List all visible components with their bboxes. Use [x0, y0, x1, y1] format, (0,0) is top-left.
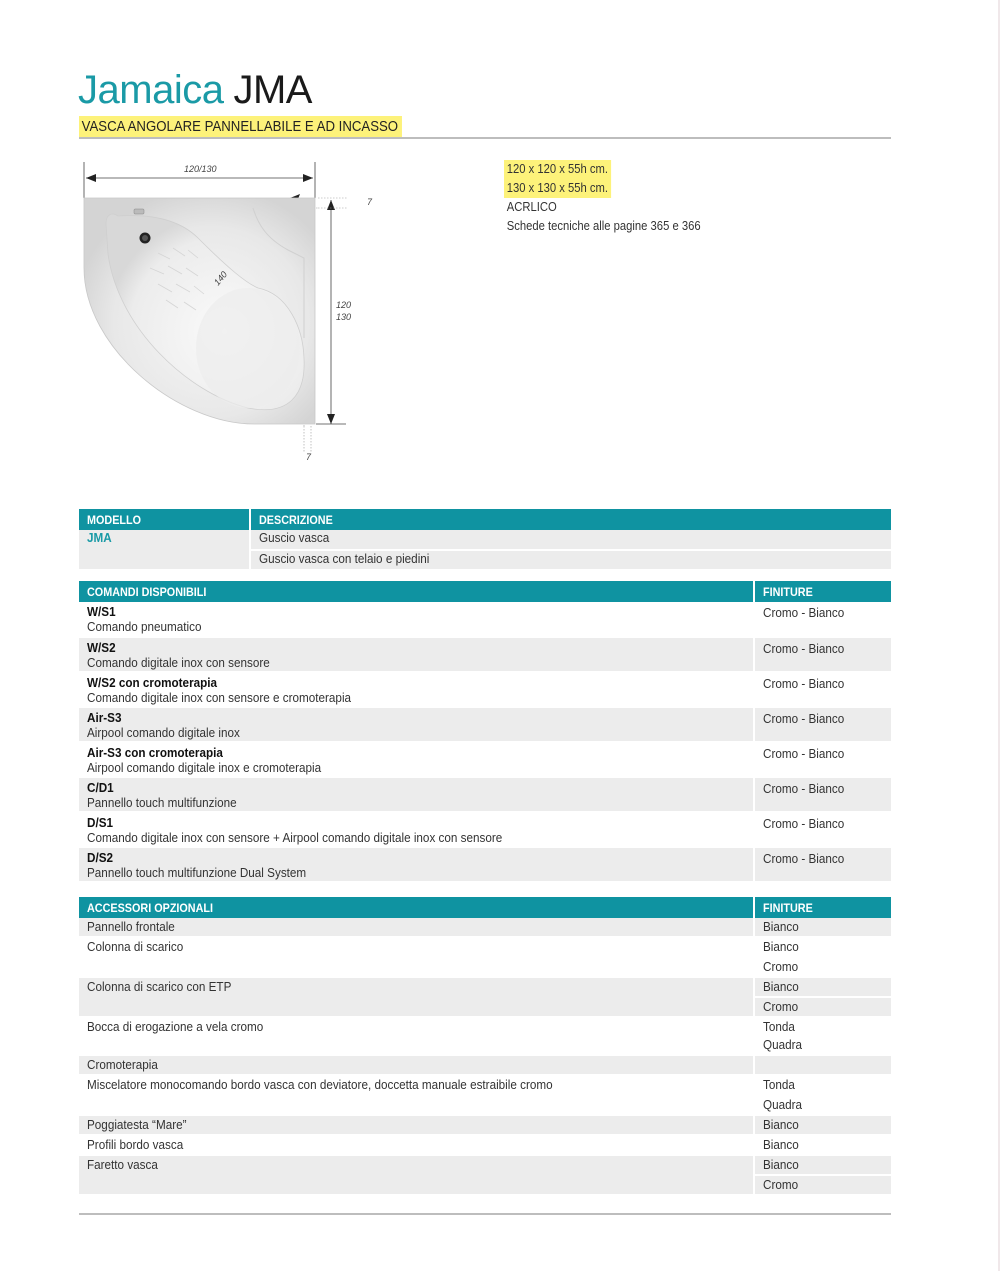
command-name: Air-S3: [87, 710, 122, 725]
accessory-row: [79, 1017, 891, 1055]
accessory-name: Colonna di scarico con ETP: [79, 977, 754, 1017]
command-name: Air-S3 con cromoterapia: [87, 745, 223, 760]
command-row: [79, 602, 891, 637]
accessory-finish: Cromo: [754, 997, 891, 1017]
accessory-finish: Cromo: [754, 1175, 891, 1195]
accessory-row: [79, 1135, 891, 1155]
command-row: [79, 672, 891, 707]
accessory-row: [79, 1115, 891, 1135]
model-header: MODELLO: [79, 509, 250, 530]
model-table: [79, 509, 891, 571]
accessory-name: Bocca di erogazione a vela cromo: [79, 1017, 754, 1055]
model-cell: JMA: [79, 530, 250, 570]
accessory-row: [79, 1075, 891, 1095]
page-title: [78, 66, 312, 114]
accessory-row: [79, 1055, 891, 1075]
command-description: Comando pneumatico: [87, 619, 202, 634]
command-description: Comando digitale inox con sensore + Airpool comando digitale inox con sensore: [87, 830, 503, 845]
accessory-name: Miscelatore monocomando bordo vasca con deviatore, doccetta manuale estraibile cromo: [79, 1075, 754, 1115]
accessory-name: Poggiatesta “Mare”: [79, 1115, 754, 1135]
divider-bottom: [79, 1213, 891, 1215]
accessory-name: Profili bordo vasca: [79, 1135, 754, 1155]
command-finish: Cromo - Bianco: [754, 812, 891, 847]
command-name: C/D1: [87, 780, 114, 795]
command-description: Comando digitale inox con sensore: [87, 655, 270, 670]
command-cell: [79, 742, 754, 777]
command-cell: [79, 602, 754, 637]
description-header: DESCRIZIONE: [250, 509, 891, 530]
command-description: Pannello touch multifunzione Dual System: [87, 865, 307, 880]
accessory-finish: Bianco: [754, 1155, 891, 1175]
command-cell: [79, 777, 754, 812]
spec-size-2: 130 x 130 x 55h cm.: [504, 179, 611, 198]
command-row: [79, 742, 891, 777]
accessory-name: Pannello frontale: [79, 918, 754, 937]
spec-material: ACRLICO: [506, 200, 557, 214]
accessory-finish: Bianco: [754, 1135, 891, 1155]
command-finish: Cromo - Bianco: [754, 742, 891, 777]
dimension-width-label: 120/130: [184, 164, 217, 174]
command-name: W/S2: [87, 640, 116, 655]
command-finish: Cromo - Bianco: [754, 672, 891, 707]
command-finish: Cromo - Bianco: [754, 637, 891, 672]
description-cell: Guscio vasca: [250, 530, 891, 550]
spec-datasheet-note: Schede tecniche alle pagine 365 e 366: [506, 219, 701, 233]
accessory-finish: Bianco: [754, 918, 891, 937]
command-finish: Cromo - Bianco: [754, 847, 891, 882]
description-cell: Guscio vasca con telaio e piedini: [250, 550, 891, 570]
product-subtitle: VASCA ANGOLARE PANNELLABILE E AD INCASSO: [79, 116, 402, 139]
dimension-offset-top-label: 7: [367, 197, 373, 207]
command-description: Pannello touch multifunzione: [87, 795, 237, 810]
accessory-finish: Bianco: [754, 937, 891, 957]
command-cell: [79, 637, 754, 672]
command-name: W/S2 con cromoterapia: [87, 675, 218, 690]
command-row: [79, 847, 891, 882]
command-finish: Cromo - Bianco: [754, 707, 891, 742]
command-finish: Cromo - Bianco: [754, 777, 891, 812]
product-name: Jamaica: [78, 68, 224, 112]
accessory-row: [79, 1155, 891, 1175]
commands-table: [79, 581, 891, 883]
command-cell: [79, 707, 754, 742]
commands-header: COMANDI DISPONIBILI: [79, 581, 754, 602]
accessory-row: [79, 977, 891, 997]
command-description: Airpool comando digitale inox e cromoterapia: [87, 760, 322, 775]
accessory-name: Cromoterapia: [79, 1055, 754, 1075]
command-row: [79, 812, 891, 847]
accessory-finish: Cromo: [754, 957, 891, 977]
accessory-name: Faretto vasca: [79, 1155, 754, 1195]
product-code: JMA: [233, 68, 312, 112]
divider-top: [79, 137, 891, 139]
dimension-diagonal-label: 140: [211, 269, 230, 288]
spec-block: [504, 160, 722, 236]
accessory-row: [79, 918, 891, 937]
accessory-row: [79, 937, 891, 957]
finishes-header: FINITURE: [754, 897, 891, 918]
accessories-table: [79, 897, 891, 1196]
accessory-finish: Tonda Quadra: [754, 1017, 891, 1055]
technical-drawing: [78, 158, 378, 468]
command-cell: [79, 672, 754, 707]
command-name: D/S2: [87, 850, 114, 865]
accessory-finish: Tonda: [754, 1075, 891, 1095]
command-cell: [79, 812, 754, 847]
dimension-height-label-2: 130: [336, 312, 352, 322]
accessory-finish: Bianco: [754, 977, 891, 997]
accessory-finish: Quadra: [754, 1095, 891, 1115]
command-cell: [79, 847, 754, 882]
command-finish: Cromo - Bianco: [754, 602, 891, 637]
command-name: D/S1: [87, 815, 114, 830]
command-description: Airpool comando digitale inox: [87, 725, 240, 740]
dimension-height-label-1: 120: [336, 300, 352, 310]
dimension-offset-bottom-label: 7: [306, 452, 312, 462]
command-row: [79, 637, 891, 672]
command-row: [79, 707, 891, 742]
accessory-name: Colonna di scarico: [79, 937, 754, 977]
command-name: W/S1: [87, 604, 116, 619]
accessory-finish: Bianco: [754, 1115, 891, 1135]
accessory-finish: [754, 1055, 891, 1075]
command-row: [79, 777, 891, 812]
command-description: Comando digitale inox con sensore e cromoterapia: [87, 690, 352, 705]
finishes-header: FINITURE: [754, 581, 891, 602]
spec-size-1: 120 x 120 x 55h cm.: [504, 160, 611, 179]
accessories-header: ACCESSORI OPZIONALI: [79, 897, 754, 918]
